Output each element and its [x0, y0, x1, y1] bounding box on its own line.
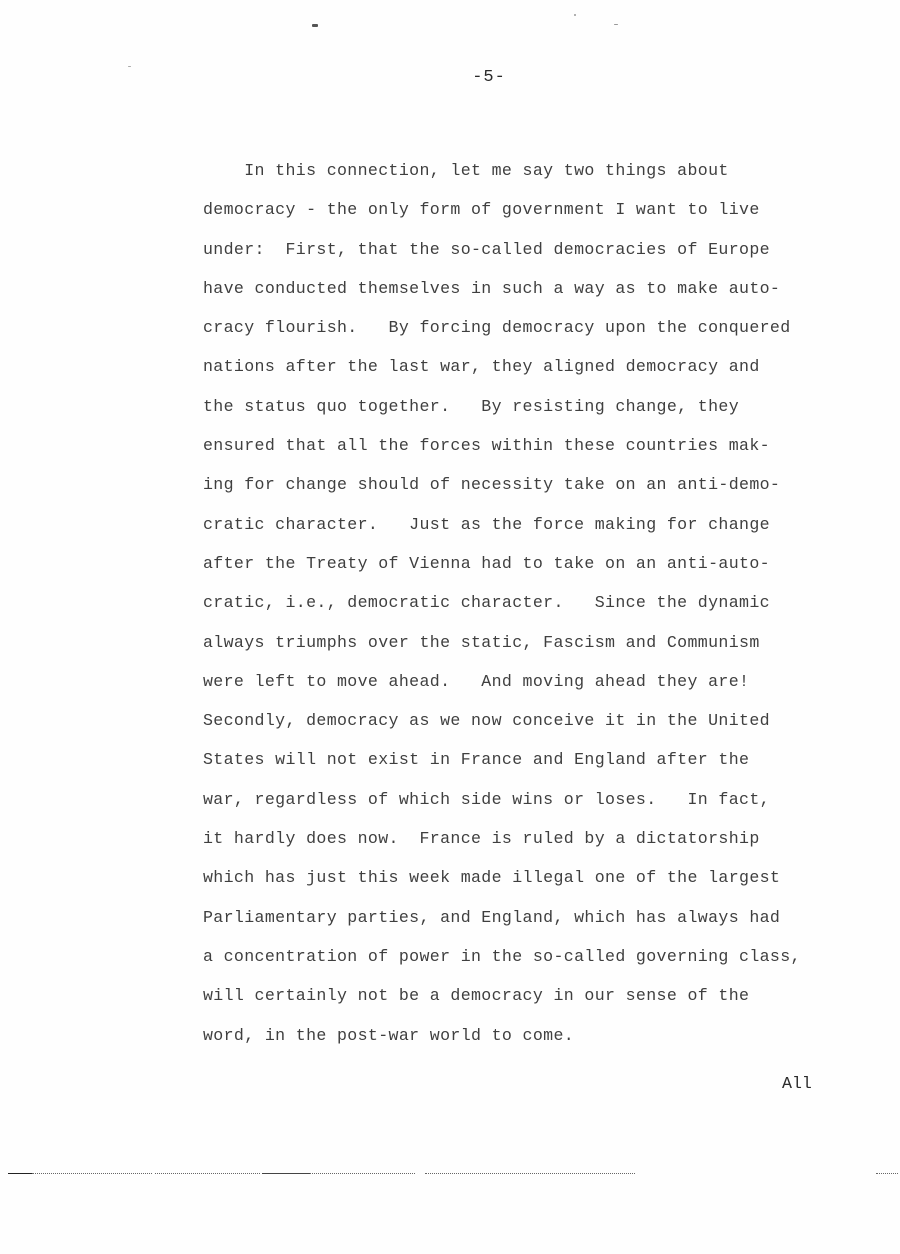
text-line: war, regardless of which side wins or loses. In fact,	[203, 789, 770, 809]
footer-rule	[32, 1173, 152, 1174]
text-line: word, in the post-war world to come.	[203, 1025, 575, 1045]
body-paragraph	[203, 158, 863, 1062]
text-line: Secondly, democracy as we now conceive it in the United	[203, 711, 770, 731]
footer-rule	[8, 1173, 32, 1174]
scan-speck	[574, 14, 576, 16]
text-line: a concentration of power in the so-called governing class,	[203, 946, 801, 966]
text-line: ensured that all the forces within these countries mak-	[203, 436, 770, 456]
footer-rule	[310, 1173, 415, 1174]
text-line: which has just this week made illegal one of the largest	[203, 868, 781, 888]
text-line: ing for change should of necessity take on an anti-demo-	[203, 475, 781, 495]
text-line: will certainly not be a democracy in our sense of the	[203, 986, 750, 1006]
text-line: were left to move ahead. And moving ahead they are!	[203, 671, 750, 691]
scan-speck	[312, 24, 318, 27]
text-line: cratic character. Just as the force making for change	[203, 514, 770, 534]
text-line: have conducted themselves in such a way as to make auto-	[203, 278, 781, 298]
text-line: after the Treaty of Vienna had to take on an anti-auto-	[203, 553, 770, 573]
text-line: States will not exist in France and England after the	[203, 750, 750, 770]
text-line: cratic, i.e., democratic character. Since the dynamic	[203, 593, 770, 613]
text-line: under: First, that the so-called democracies of Europe	[203, 239, 770, 259]
footer-rule	[155, 1173, 260, 1174]
text-line: In this connection, let me say two things about	[203, 161, 729, 180]
text-line: the status quo together. By resisting change, they	[203, 396, 740, 416]
text-line: cracy flourish. By forcing democracy upon the conquered	[203, 318, 791, 338]
catchword: All	[782, 1074, 812, 1093]
text-line: democracy - the only form of government I want to live	[203, 200, 760, 220]
scan-speck	[128, 66, 131, 67]
text-line: it hardly does now. France is ruled by a dictatorship	[203, 829, 760, 849]
page-number: -5-	[472, 68, 506, 87]
scan-speck	[614, 24, 618, 25]
footer-rule	[262, 1173, 310, 1174]
footer-rule	[876, 1173, 898, 1174]
text-line: Parliamentary parties, and England, which has always had	[203, 907, 781, 927]
footer-rule	[425, 1173, 635, 1174]
text-line: nations after the last war, they aligned democracy and	[203, 357, 760, 377]
text-line: always triumphs over the static, Fascism and Communism	[203, 632, 760, 652]
